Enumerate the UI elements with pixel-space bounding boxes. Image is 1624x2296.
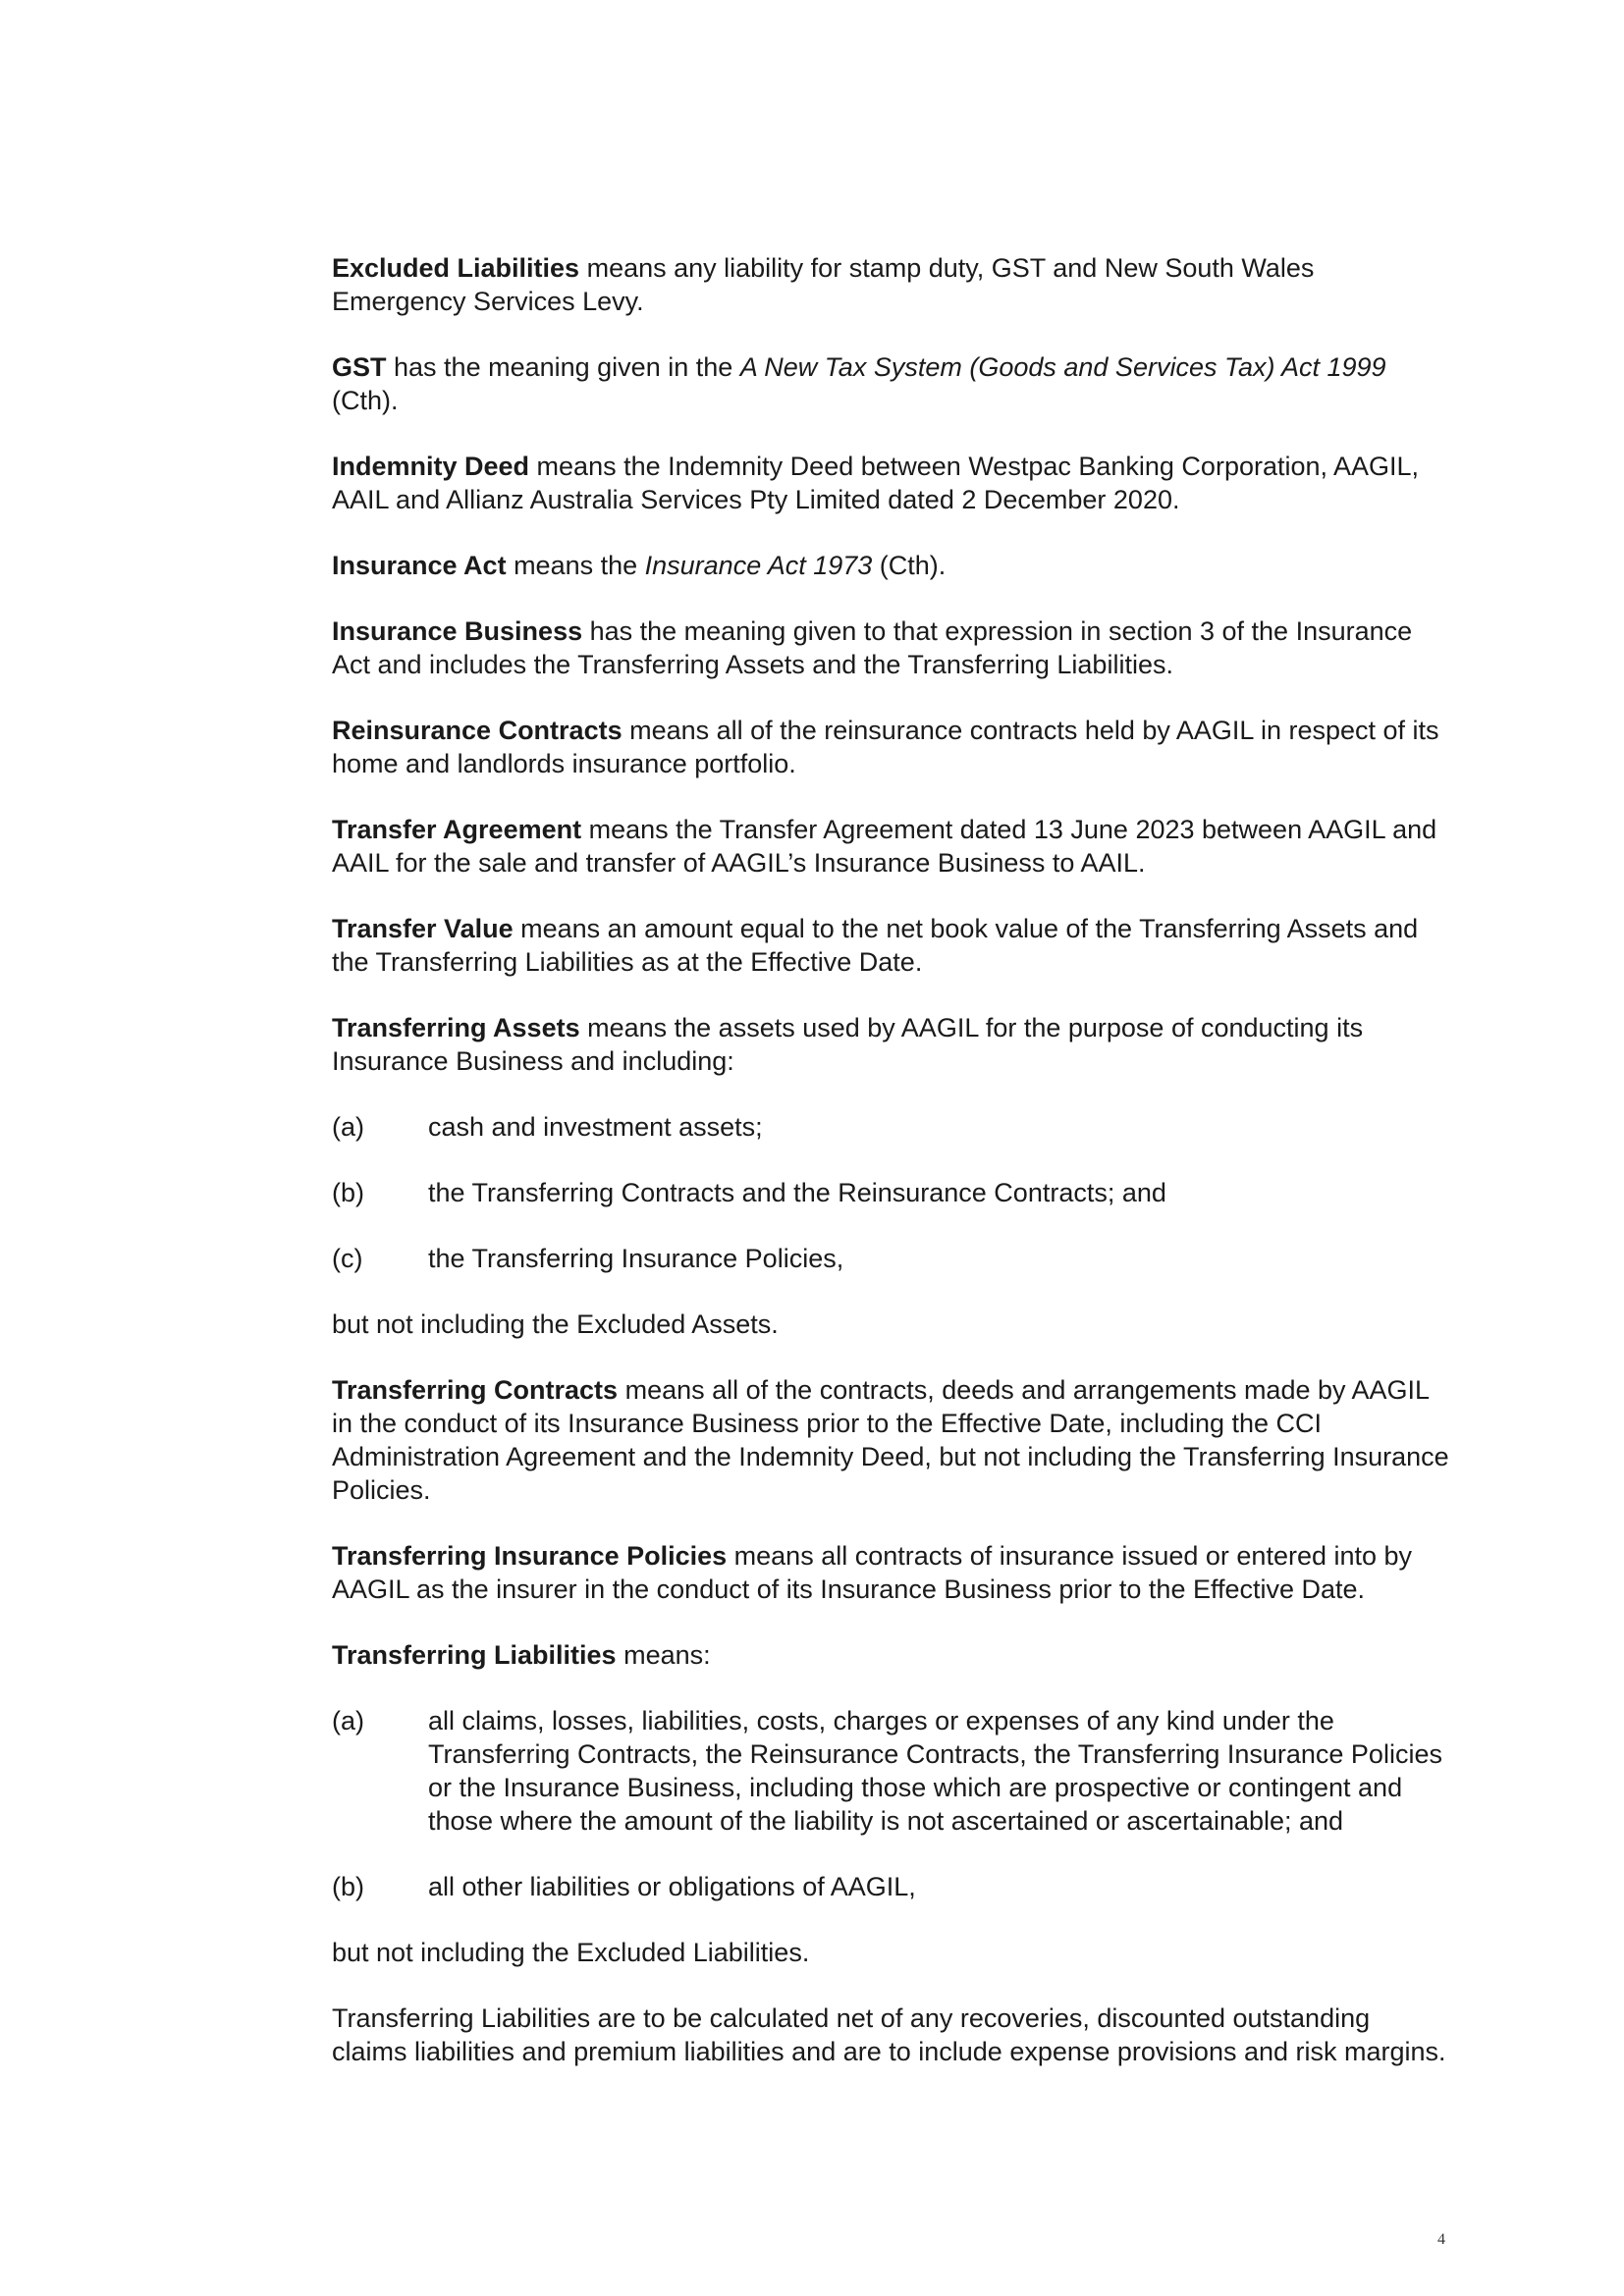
definition-text: means any liability for stamp duty, GST and New South Wales Emergency Services Levy. [332,253,1315,316]
definition-term: Transferring Liabilities [332,1640,617,1670]
definition-text: means the Indemnity Deed between Westpac Banking Corporation, AAGIL, AAIL and Allianz Australia Services Pty Limited dated 2 December 2020. [332,452,1420,514]
definition-term: Transfer Value [332,914,514,943]
definition-italic-title: Insurance Act 1973 [644,551,873,580]
definition-transferring-insurance-policies [332,1539,1451,1606]
definition-text: (Cth). [872,551,947,580]
definition-term: Transferring Assets [332,1013,580,1042]
list-item-label: (b) [332,1872,364,1901]
list-item-text: all other liabilities or obligations of AAGIL, [428,1872,916,1901]
list-item [332,1176,1451,1209]
list-item-text: all claims, losses, liabilities, costs, charges or expenses of any kind under the Transferring Contracts, the Reinsurance Contracts, the Transferring Insurance Policies or the Insurance Business, including those which are prospective or contingent and those where the amount of the liability is not ascertained or ascertainable; and [428,1706,1442,1836]
page-number: 4 [1437,2231,1445,2248]
list-item-label: (a) [332,1112,364,1142]
definition-term: Excluded Liabilities [332,253,580,283]
list-item [332,1704,1451,1838]
definition-transferring-contracts [332,1373,1451,1507]
definition-term: Transfer Agreement [332,815,582,844]
definition-reinsurance-contracts [332,714,1451,780]
definition-term: Indemnity Deed [332,452,530,481]
document-body [332,251,1451,2101]
list-item-label: (c) [332,1244,363,1273]
list-item-text: cash and investment assets; [428,1112,763,1142]
definition-term: Insurance Act [332,551,507,580]
definition-gst [332,350,1451,417]
definition-excluded-liabilities [332,251,1451,318]
definition-italic-title: A New Tax System (Goods and Services Tax) Act 1999 [739,352,1386,382]
definition-transferring-assets [332,1011,1451,1078]
definition-transferring-liabilities [332,1638,1451,1672]
definition-text: means the assets used by AAGIL for the purpose of conducting its Insurance Business and including: [332,1013,1364,1076]
definition-term: Reinsurance Contracts [332,716,623,745]
assets-exclusion-text: but not including the Excluded Assets. [332,1309,779,1339]
definition-text: means all contracts of insurance issued or entered into by AAGIL as the insurer in the conduct of its Insurance Business prior to the Effective Date. [332,1541,1413,1604]
definition-text: has the meaning given to that expression in section 3 of the Insurance Act and includes the Transferring Assets and the Transferring Liabilities. [332,616,1413,679]
definition-text: (Cth). [332,386,399,415]
definition-text: means an amount equal to the net book value of the Transferring Assets and the Transferring Liabilities as at the Effective Date. [332,914,1419,977]
definition-insurance-business [332,614,1451,681]
definition-text: means the [506,551,645,580]
list-item [332,1870,1451,1903]
list-item-text: the Transferring Contracts and the Reinsurance Contracts; and [428,1178,1166,1207]
definition-text: has the meaning given in the [386,352,740,382]
definition-term: GST [332,352,387,382]
definition-term: Transferring Insurance Policies [332,1541,728,1571]
definition-transfer-value [332,912,1451,979]
definition-indemnity-deed [332,450,1451,516]
definition-text: means all of the contracts, deeds and arrangements made by AAGIL in the conduct of its Insurance Business prior to the Effective Date, including the CCI Administration Agreement and the Indemnity Deed, but not including the Transferring Insurance Policies. [332,1375,1449,1505]
closing-paragraph: Transferring Liabilities are to be calculated net of any recoveries, discounted outstanding claims liabilities and premium liabilities and are to include expense provisions and risk margins. [332,2003,1446,2066]
list-item-label: (b) [332,1178,364,1207]
list-item [332,1110,1451,1144]
definition-transfer-agreement [332,813,1451,880]
definition-text: means the Transfer Agreement dated 13 June 2023 between AAGIL and AAIL for the sale and transfer of AAGIL’s Insurance Business to AAIL. [332,815,1437,878]
definition-text: means: [616,1640,711,1670]
definition-text: means all of the reinsurance contracts held by AAGIL in respect of its home and landlords insurance portfolio. [332,716,1439,778]
liabilities-exclusion-text: but not including the Excluded Liabilities. [332,1938,810,1967]
definition-term: Transferring Contracts [332,1375,619,1405]
definition-insurance-act [332,549,1451,582]
list-item-text: the Transferring Insurance Policies, [428,1244,844,1273]
list-item [332,1242,1451,1275]
definition-term: Insurance Business [332,616,583,646]
list-item-label: (a) [332,1706,364,1735]
